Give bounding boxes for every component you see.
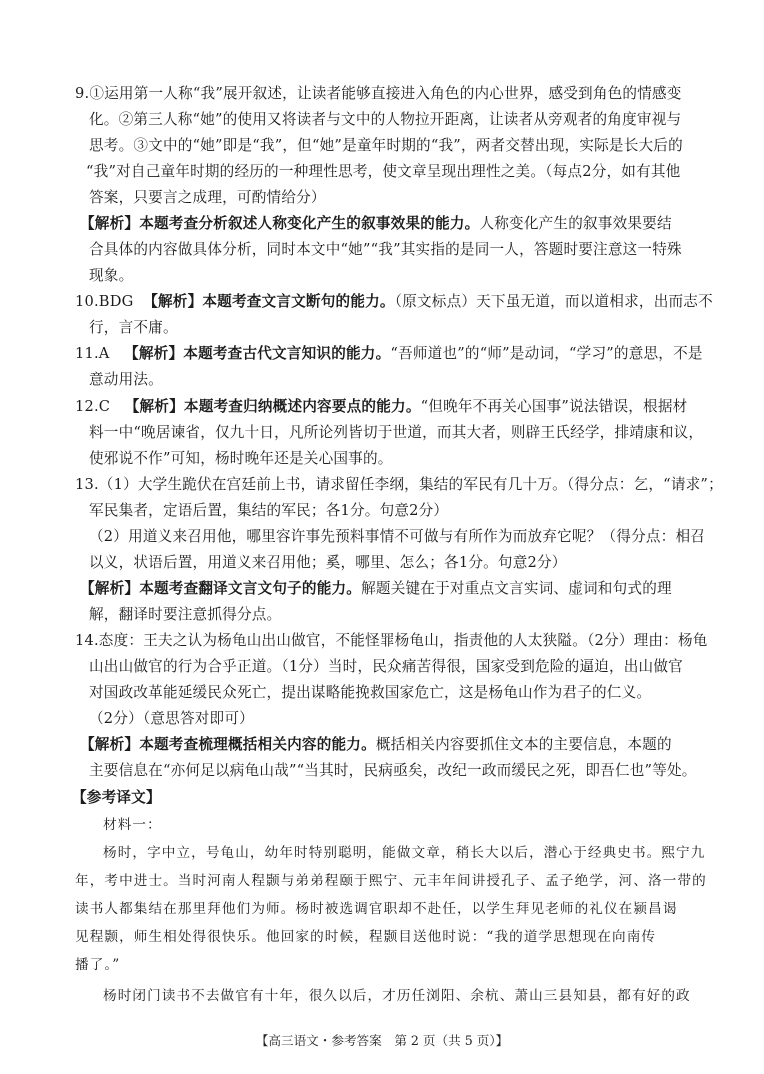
material-label: 材料一： <box>103 817 162 833</box>
translation-p1-line-4: 见程颢，师生相处得很快乐。他回家的时候，程颢目送他时说：“我的道学思想现在向南传 <box>75 929 657 945</box>
analysis-label: 【解析】 <box>80 215 140 232</box>
analysis-text: “但晚年不再关心国事”说法错误，根据材 <box>420 398 688 415</box>
q10-answer: 10.BDG <box>75 293 134 310</box>
translation-p1-line-1: 杨时，字中立，号龟山，幼年时特别聪明，能做文章，稍长大以后，潜心于经典史书。熙宁九 <box>103 845 706 861</box>
q9-line-3: 思考。③文中的“她”即是“我”，但“她”是童年时期的“我”，两者交替出现，实际是长大后的 <box>89 137 683 154</box>
q12-line-1 <box>75 397 687 417</box>
q13-line-1: 13.（1）大学生跪伏在宫廷前上书，请求留任李纲，集结的军民有几十万。（得分点：乞，“请求”； <box>75 476 723 493</box>
q9-analysis-line-2: 合具体的内容做具体分析，同时本文中“她”“我”其实指的是同一人，答题时要注意这一特殊 <box>89 241 682 258</box>
q9-line-4: “我”对自己童年时期的经历的一种理性思考，使文章呈现出理性之美。（每点2分，如有其他 <box>86 163 681 180</box>
q13-analysis <box>80 579 672 599</box>
analysis-text: 人称变化产生的叙事效果要结 <box>479 215 672 232</box>
q14-line-3: 对国政改革能延缓民众死亡，提出谋略能挽救国家危亡，这是杨龟山作为君子的仁义。 <box>89 684 652 701</box>
q11-line-2: 意动用法。 <box>89 371 163 388</box>
analysis-label: 【解析】 <box>124 345 184 362</box>
translation-heading: 【参考译文】 <box>72 789 161 806</box>
analysis-summary: 本题考查文言文断句的能力。 <box>202 293 395 310</box>
translation-p1-line-2: 年，考中进士。当时河南人程颢与弟弟程颐于熙宁、元丰年间讲授孔子、孟子绝学，河、洛一带的 <box>75 873 707 889</box>
analysis-summary: 本题考查梳理概括相关内容的能力。 <box>139 736 376 753</box>
q9-line-1: 9.①运用第一人称“我”展开叙述，让读者能够直接进入角色的内心世界，感受到角色的情感变 <box>75 85 682 102</box>
q11-line-1 <box>75 344 703 364</box>
analysis-label: 【解析】 <box>124 398 184 415</box>
q12-answer: 12.C <box>75 398 111 415</box>
q9-analysis <box>80 214 672 234</box>
translation-p1-line-5: 播了。” <box>75 957 121 973</box>
q14-analysis-line-2: 主要信息在“亦何足以病龟山哉”“当其时，民病亟矣，改纪一政而缓民之死，即吾仁也”等处。 <box>89 762 697 779</box>
analysis-text: （原文标点）天下虽无道，而以道相求，出而志不 <box>394 293 713 310</box>
q13-line-3: （2）用道义来召用他，哪里容许事先预料事情不可做与有所作为而放弃它呢？（得分点：相召 <box>89 528 706 545</box>
analysis-label: 【解析】 <box>80 580 140 597</box>
q13-line-4: 以义，状语后置，用道义来召用他；奚，哪里、怎么；各1分。句意2分） <box>89 554 567 571</box>
page-footer: 【高三语文・参考答案 第 2 页（共 5 页）】 <box>255 1033 509 1048</box>
analysis-summary: 本题考查翻译文言文句子的能力。 <box>139 580 362 597</box>
analysis-label: 【解析】 <box>143 293 203 310</box>
analysis-summary: 本题考查古代文言知识的能力。 <box>183 345 391 362</box>
analysis-text: 概括相关内容要抓住文本的主要信息，本题的 <box>375 736 672 753</box>
analysis-text: “吾师道也”的“师”是动词，“学习”的意思，不是 <box>390 345 703 362</box>
translation-p1-line-3: 读书人都集结在那里拜他们为师。杨时被选调官职却不赴任，以学生拜见老师的礼仪在颍昌谒 <box>75 901 678 917</box>
q10-line-2: 行，言不庸。 <box>89 319 178 336</box>
q13-analysis-line-2: 解，翻译时要注意抓得分点。 <box>89 606 282 623</box>
analysis-text: 解题关键在于对重点文言实词、虚词和句式的理 <box>361 580 672 597</box>
q9-line-5: 答案，只要言之成理，可酌情给分） <box>89 189 326 206</box>
q14-line-4: （2分）（意思答对即可） <box>89 710 254 727</box>
q14-line-2: 山出山做官的行为合乎正道。（1分）当时，民众痛苦得很，国家受到危险的逼迫，出山做官 <box>89 658 683 675</box>
analysis-summary: 本题考查归纳概述内容要点的能力。 <box>183 398 421 415</box>
analysis-summary: 本题考查分析叙述人称变化产生的叙事效果的能力。 <box>139 215 480 232</box>
q9-analysis-line-3: 现象。 <box>89 267 134 284</box>
q11-answer: 11.A <box>75 345 110 362</box>
analysis-label: 【解析】 <box>80 736 140 753</box>
q14-analysis <box>80 735 672 755</box>
q14-line-1: 14.态度：王夫之认为杨龟山出山做官，不能怪罪杨龟山，指责他的人太狭隘。（2分）理由：杨龟 <box>75 632 708 649</box>
q9-line-2: 化。②第三人称“她”的使用又将读者与文中的人物拉开距离，让读者从旁观者的角度审视与 <box>89 111 682 128</box>
q12-line-3: 使邪说不作”可知，杨时晚年还是关心国事的。 <box>89 450 393 467</box>
q12-line-2: 料一中“晚居谏省，仅九十日，凡所论列皆切于世道，而其大者，则辟王氏经学，排靖康和议， <box>89 424 704 441</box>
translation-p2-line-1: 杨时闭门读书不去做官有十年，很久以后，才历任浏阳、余杭、萧山三县知县，都有好的政 <box>103 988 691 1004</box>
q10-line-1 <box>75 292 713 312</box>
q13-line-2: 军民集者，定语后置，集结的军民；各1分。句意2分） <box>89 502 449 519</box>
